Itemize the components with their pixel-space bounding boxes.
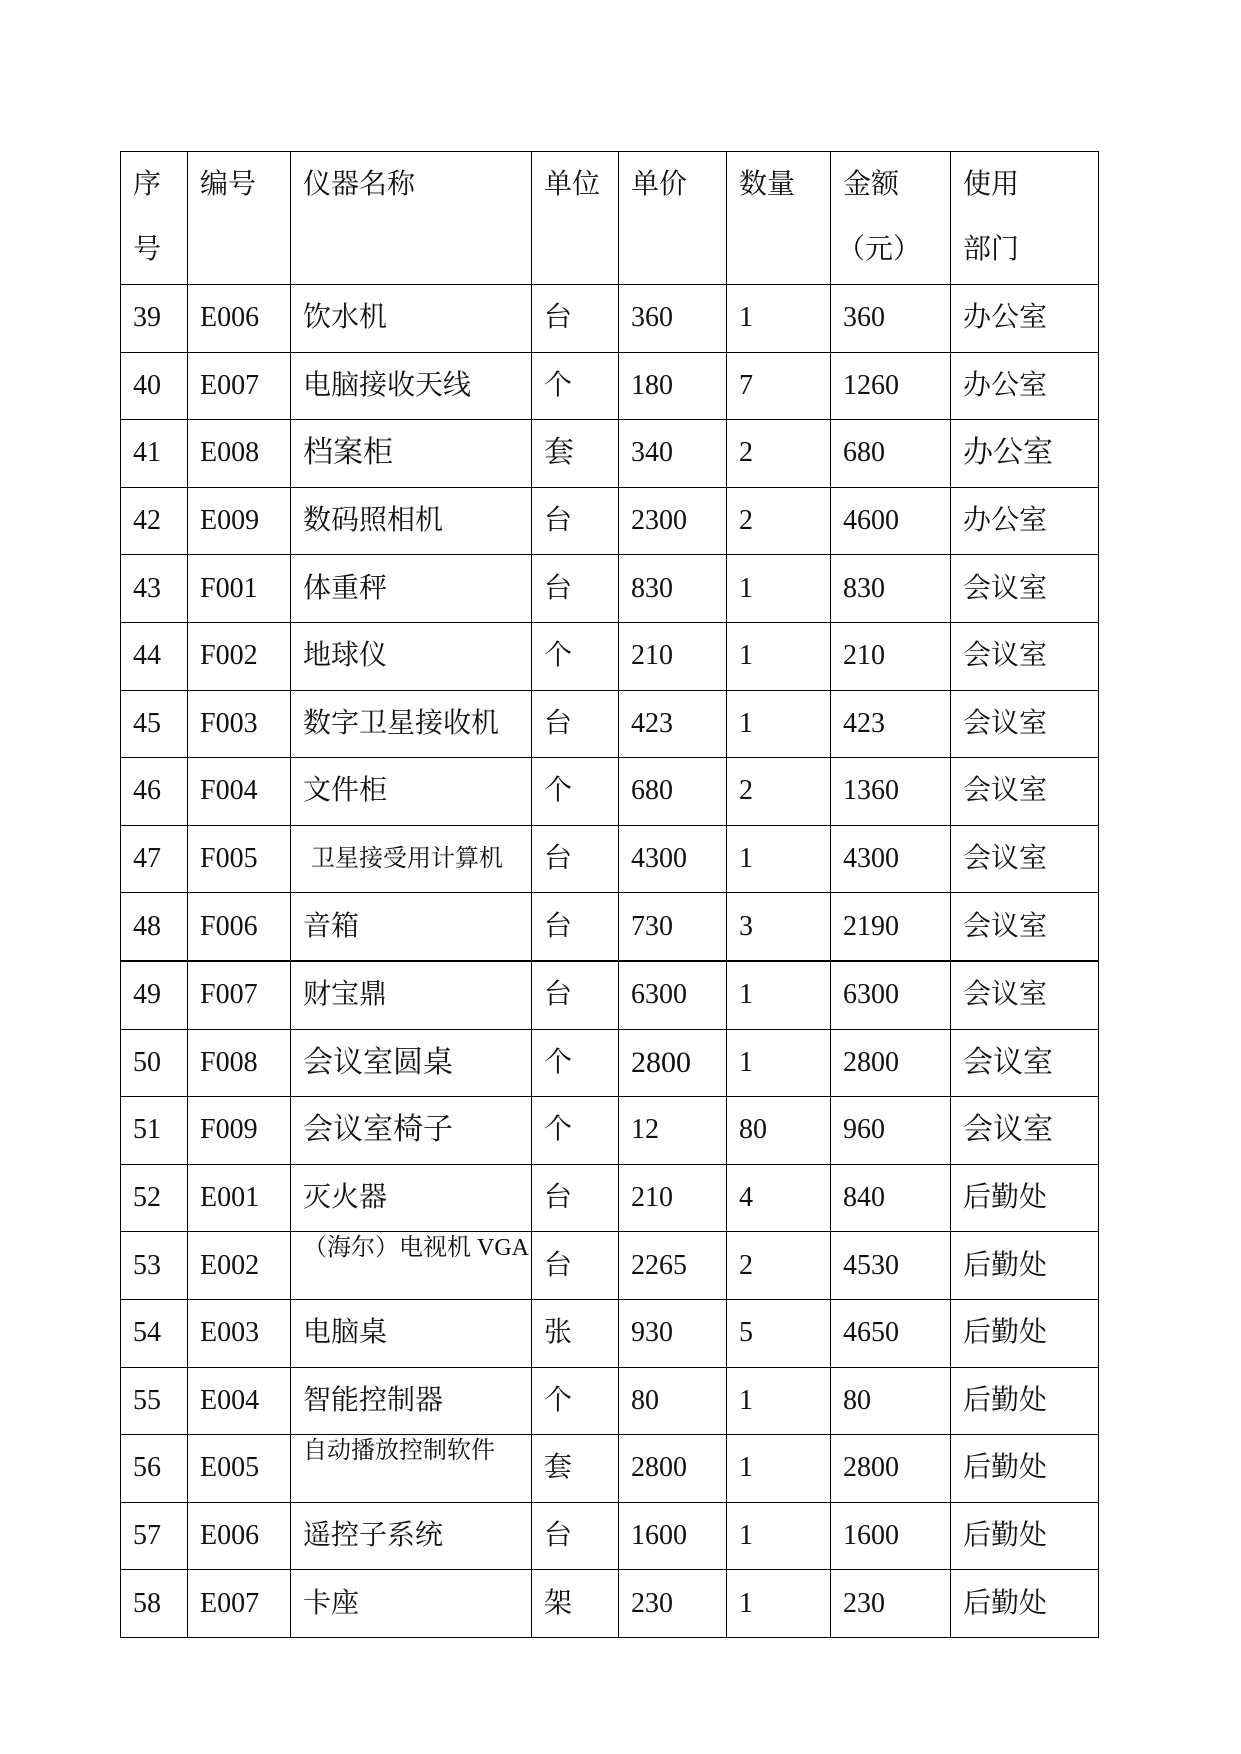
unit-cell: 个 [532, 1367, 619, 1435]
unit-price-cell: 423 [619, 690, 727, 758]
unit-price-cell: 80 [619, 1367, 727, 1435]
amount-cell: 680 [831, 420, 951, 488]
amount-cell: 2190 [831, 893, 951, 961]
table-row [121, 758, 1099, 826]
unit-cell: 台 [532, 487, 619, 555]
department-cell: 会议室 [951, 622, 1099, 690]
quantity-cell: 1 [727, 622, 831, 690]
department-cell: 后勤处 [951, 1367, 1099, 1435]
row-number-cell: 56 [121, 1435, 188, 1503]
table-row [121, 420, 1099, 488]
row-number-cell: 55 [121, 1367, 188, 1435]
quantity-cell: 1 [727, 1502, 831, 1570]
code-cell: F009 [188, 1097, 291, 1165]
unit-price-cell: 1600 [619, 1502, 727, 1570]
quantity-cell: 80 [727, 1097, 831, 1165]
unit-price-cell: 2800 [619, 1029, 727, 1097]
instrument-name-cell: 会议室椅子 [291, 1097, 532, 1165]
header-amount-line-2: （元） [837, 234, 922, 265]
table-row [121, 1299, 1099, 1367]
department-cell: 后勤处 [951, 1164, 1099, 1232]
row-number-cell: 47 [121, 825, 188, 893]
instrument-name-cell: 数字卫星接收机 [291, 690, 532, 758]
unit-cell: 个 [532, 1097, 619, 1165]
row-number-cell: 46 [121, 758, 188, 826]
header-quantity [727, 152, 831, 285]
header-amount-line-1: 金额 [843, 169, 900, 200]
unit-cell: 个 [532, 352, 619, 420]
quantity-cell: 1 [727, 1570, 831, 1638]
quantity-cell: 1 [727, 690, 831, 758]
unit-cell: 套 [532, 1435, 619, 1503]
unit-cell: 台 [532, 1164, 619, 1232]
instrument-name-cell: 音箱 [291, 893, 532, 961]
code-cell: F003 [188, 690, 291, 758]
amount-cell: 423 [831, 690, 951, 758]
equipment-table [120, 151, 1099, 1638]
code-cell: E007 [188, 352, 291, 420]
instrument-name-cell: 会议室圆桌 [291, 1029, 532, 1097]
header-row [121, 152, 1099, 285]
instrument-name-cell: 灭火器 [291, 1164, 532, 1232]
department-cell: 会议室 [951, 758, 1099, 826]
table-row [121, 1097, 1099, 1165]
row-number-cell: 44 [121, 622, 188, 690]
quantity-cell: 4 [727, 1164, 831, 1232]
amount-cell: 840 [831, 1164, 951, 1232]
code-cell: F006 [188, 893, 291, 961]
table-row [121, 1029, 1099, 1097]
quantity-cell: 1 [727, 1029, 831, 1097]
amount-cell: 1360 [831, 758, 951, 826]
header-unit-price-label: 单价 [631, 169, 688, 200]
amount-cell: 210 [831, 622, 951, 690]
instrument-name-cell: 电脑接收天线 [291, 352, 532, 420]
department-cell: 会议室 [951, 961, 1099, 1029]
department-cell: 后勤处 [951, 1570, 1099, 1638]
row-number-cell: 43 [121, 555, 188, 623]
instrument-name-cell: 财宝鼎 [291, 961, 532, 1029]
unit-cell: 台 [532, 825, 619, 893]
amount-cell: 1600 [831, 1502, 951, 1570]
instrument-name-cell: 数码照相机 [291, 487, 532, 555]
quantity-cell: 2 [727, 1232, 831, 1300]
code-cell: E003 [188, 1299, 291, 1367]
quantity-cell: 1 [727, 1367, 831, 1435]
department-cell: 会议室 [951, 555, 1099, 623]
row-number-cell: 48 [121, 893, 188, 961]
header-code [188, 152, 291, 285]
table-body [121, 285, 1099, 1638]
department-cell: 后勤处 [951, 1299, 1099, 1367]
unit-cell: 架 [532, 1570, 619, 1638]
amount-cell: 4530 [831, 1232, 951, 1300]
department-cell: 会议室 [951, 893, 1099, 961]
amount-cell: 80 [831, 1367, 951, 1435]
instrument-name-cell: 卡座 [291, 1570, 532, 1638]
department-cell: 会议室 [951, 1029, 1099, 1097]
unit-cell: 台 [532, 285, 619, 353]
row-number-cell: 40 [121, 352, 188, 420]
row-number-cell: 50 [121, 1029, 188, 1097]
amount-cell: 360 [831, 285, 951, 353]
table-row [121, 555, 1099, 623]
department-cell: 后勤处 [951, 1502, 1099, 1570]
unit-price-cell: 6300 [619, 961, 727, 1029]
header-unit [532, 152, 619, 285]
quantity-cell: 2 [727, 487, 831, 555]
table-row [121, 961, 1099, 1029]
code-cell: F005 [188, 825, 291, 893]
instrument-name-cell: 档案柜 [291, 420, 532, 488]
unit-cell: 台 [532, 961, 619, 1029]
unit-price-cell: 210 [619, 1164, 727, 1232]
amount-cell: 830 [831, 555, 951, 623]
unit-price-cell: 12 [619, 1097, 727, 1165]
row-number-cell: 52 [121, 1164, 188, 1232]
department-cell: 会议室 [951, 690, 1099, 758]
row-number-cell: 53 [121, 1232, 188, 1300]
unit-cell: 个 [532, 1029, 619, 1097]
quantity-cell: 2 [727, 758, 831, 826]
row-number-cell: 39 [121, 285, 188, 353]
unit-cell: 台 [532, 893, 619, 961]
quantity-cell: 2 [727, 420, 831, 488]
header-quantity-label: 数量 [739, 169, 796, 200]
quantity-cell: 3 [727, 893, 831, 961]
quantity-cell: 5 [727, 1299, 831, 1367]
header-seq-line-2: 号 [133, 234, 162, 265]
amount-cell: 4600 [831, 487, 951, 555]
row-number-cell: 49 [121, 961, 188, 1029]
table-row [121, 487, 1099, 555]
unit-cell: 个 [532, 758, 619, 826]
department-cell: 办公室 [951, 487, 1099, 555]
code-cell: F008 [188, 1029, 291, 1097]
unit-price-cell: 180 [619, 352, 727, 420]
instrument-name-cell: 体重秤 [291, 555, 532, 623]
row-number-cell: 57 [121, 1502, 188, 1570]
code-cell: E004 [188, 1367, 291, 1435]
unit-price-cell: 730 [619, 893, 727, 961]
row-number-cell: 42 [121, 487, 188, 555]
table-header [121, 152, 1099, 285]
department-cell: 办公室 [951, 352, 1099, 420]
quantity-cell: 1 [727, 1435, 831, 1503]
header-code-label: 编号 [200, 169, 257, 200]
table-row [121, 1164, 1099, 1232]
table-row [121, 1570, 1099, 1638]
code-cell: F001 [188, 555, 291, 623]
row-number-cell: 51 [121, 1097, 188, 1165]
code-cell: E007 [188, 1570, 291, 1638]
instrument-name-cell: 遥控子系统 [291, 1502, 532, 1570]
unit-cell: 台 [532, 1502, 619, 1570]
code-cell: F007 [188, 961, 291, 1029]
row-number-cell: 54 [121, 1299, 188, 1367]
instrument-name-cell: 饮水机 [291, 285, 532, 353]
table-row [121, 1435, 1099, 1503]
code-cell: F004 [188, 758, 291, 826]
table-row [121, 622, 1099, 690]
header-instrument-name-label: 仪器名称 [303, 169, 416, 200]
quantity-cell: 1 [727, 285, 831, 353]
amount-cell: 4650 [831, 1299, 951, 1367]
amount-cell: 230 [831, 1570, 951, 1638]
table-row [121, 893, 1099, 961]
table-row [121, 352, 1099, 420]
quantity-cell: 1 [727, 961, 831, 1029]
unit-price-cell: 2800 [619, 1435, 727, 1503]
code-cell: E006 [188, 285, 291, 353]
instrument-name-cell: 地球仪 [291, 622, 532, 690]
instrument-name-cell: 电脑桌 [291, 1299, 532, 1367]
amount-cell: 6300 [831, 961, 951, 1029]
header-unit-price [619, 152, 727, 285]
row-number-cell: 41 [121, 420, 188, 488]
unit-price-cell: 340 [619, 420, 727, 488]
table-row [121, 1502, 1099, 1570]
quantity-cell: 7 [727, 352, 831, 420]
code-cell: E005 [188, 1435, 291, 1503]
amount-cell: 2800 [831, 1029, 951, 1097]
table-row [121, 690, 1099, 758]
table-row [121, 1367, 1099, 1435]
unit-cell: 台 [532, 1232, 619, 1300]
header-unit-label: 单位 [544, 169, 601, 200]
instrument-name-cell: 智能控制器 [291, 1367, 532, 1435]
department-cell: 后勤处 [951, 1232, 1099, 1300]
quantity-cell: 1 [727, 555, 831, 623]
header-department-line-2: 部门 [963, 234, 1020, 265]
instrument-name-cell: 文件柜 [291, 758, 532, 826]
table-row [121, 1232, 1099, 1300]
unit-cell: 个 [532, 622, 619, 690]
row-number-cell: 58 [121, 1570, 188, 1638]
department-cell: 会议室 [951, 825, 1099, 893]
table-row [121, 285, 1099, 353]
amount-cell: 1260 [831, 352, 951, 420]
department-cell: 办公室 [951, 420, 1099, 488]
code-cell: F002 [188, 622, 291, 690]
code-cell: E002 [188, 1232, 291, 1300]
header-instrument-name [291, 152, 532, 285]
amount-cell: 2800 [831, 1435, 951, 1503]
table-row [121, 825, 1099, 893]
unit-cell: 张 [532, 1299, 619, 1367]
amount-cell: 960 [831, 1097, 951, 1165]
header-department [951, 152, 1099, 285]
unit-price-cell: 680 [619, 758, 727, 826]
department-cell: 后勤处 [951, 1435, 1099, 1503]
header-seq-line-1: 序 [133, 169, 162, 200]
header-seq [121, 152, 188, 285]
unit-price-cell: 210 [619, 622, 727, 690]
unit-cell: 套 [532, 420, 619, 488]
department-cell: 会议室 [951, 1097, 1099, 1165]
unit-price-cell: 360 [619, 285, 727, 353]
code-cell: E009 [188, 487, 291, 555]
unit-price-cell: 2265 [619, 1232, 727, 1300]
amount-cell: 4300 [831, 825, 951, 893]
instrument-name-cell: 卫星接受用计算机 [291, 825, 532, 893]
header-department-line-1: 使用 [963, 169, 1020, 200]
unit-cell: 台 [532, 690, 619, 758]
instrument-name-cell: （海尔）电视机 VGA [291, 1232, 532, 1300]
instrument-name-cell: 自动播放控制软件 [291, 1435, 532, 1503]
row-number-cell: 45 [121, 690, 188, 758]
quantity-cell: 1 [727, 825, 831, 893]
code-cell: E006 [188, 1502, 291, 1570]
header-amount [831, 152, 951, 285]
code-cell: E001 [188, 1164, 291, 1232]
unit-price-cell: 930 [619, 1299, 727, 1367]
unit-price-cell: 230 [619, 1570, 727, 1638]
unit-price-cell: 4300 [619, 825, 727, 893]
department-cell: 办公室 [951, 285, 1099, 353]
unit-price-cell: 2300 [619, 487, 727, 555]
unit-cell: 台 [532, 555, 619, 623]
code-cell: E008 [188, 420, 291, 488]
unit-price-cell: 830 [619, 555, 727, 623]
